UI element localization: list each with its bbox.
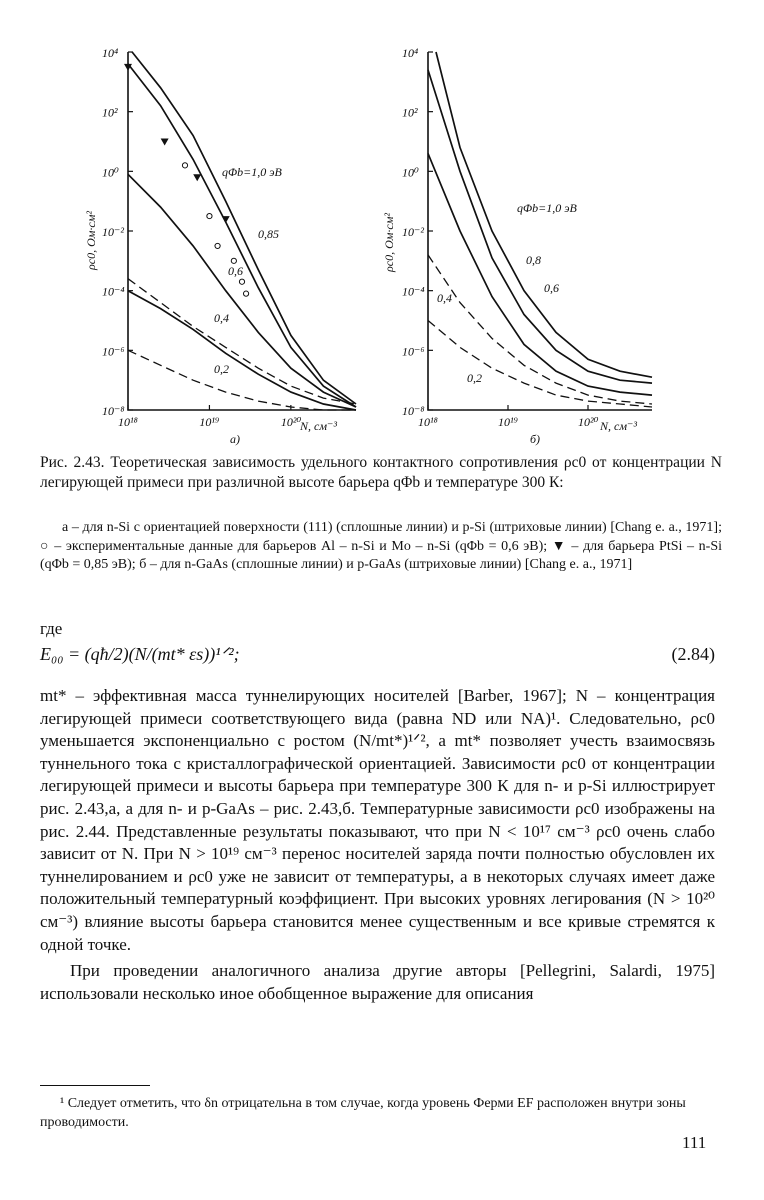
curve-0-6 <box>128 174 356 407</box>
curve-0-4 <box>128 291 356 410</box>
curve-0-6 <box>428 153 652 395</box>
panel-b-y-label: ρc0, Ом·см² <box>382 213 396 272</box>
paragraph-1: mt* – эффективная масса туннелирующих носителей [Barber, 1967]; N – концентрация легирующей примеси соответствующего вида (равна ND или NA)¹. Следовательно, ρc0 уменьшается экспоненциально с ростом (N/mt*)¹ᐟ², а mt* позволяет учесть взаимосвязь туннельного тока с кристаллографической ориентацией. Зависимости ρc0 от концентрации легирующей примеси и высоты барьера при температуре 300 К для n- и p-Si иллюстрирует рис. 2.43,а, а для n- и p-GaAs – рис. 2.43,б. Температурные зависимости ρc0 изображены на рис. 2.44. Представленные результаты показывают, что при N < 10¹⁷ см⁻³ ρc0 очень слабо зависит от N. При N > 10¹⁹ см⁻³ перенос носителей заряда почти полностью обусловлен их туннелированием и ρc0 уже не зависит от температуры, а в некоторых случаях имеет даже положительный температурный коэффициент. При высоких уровнях легирования (N > 10²⁰ см⁻³) влияние высоты барьера становится менее существенным и все кривые стремятся к одной точке. <box>40 686 715 954</box>
equation-number: (2.84) <box>671 644 715 664</box>
y-tick-label: 10⁻⁸ <box>402 404 425 418</box>
x-tick-label: 10²⁰ <box>280 415 302 429</box>
panel-a-label-0-2: 0,2 <box>214 362 229 376</box>
figure-2-43 <box>0 0 764 450</box>
circle-marker <box>243 291 248 296</box>
body-text <box>40 685 715 1005</box>
panel-a-curves <box>128 52 356 410</box>
equation-body: E₀₀ = (qħ/2)(N/(mt* εs))¹ᐟ²; <box>40 644 240 664</box>
y-tick-label: 10⁻⁶ <box>102 344 125 359</box>
figure-caption: Рис. 2.43. Теоретическая зависимость удельного контактного сопротивления ρc0 от концентрации N легирующей примеси при различной высоте барьера qΦb и температуре 300 К: <box>40 454 722 491</box>
panel-a-label-0-4: 0,4 <box>214 311 229 325</box>
x-tick-label: 10¹⁹ <box>498 415 518 429</box>
circle-marker <box>215 243 220 248</box>
x-tick-label: 10²⁰ <box>578 415 599 429</box>
paragraph-2: При проведении аналогичного анализа другие авторы [Pellegrini, Salardi, 1975] использовали несколько иное обобщенное выражение для описания <box>40 961 715 1003</box>
y-tick-label: 10⁻⁴ <box>402 284 425 299</box>
panel-a <box>84 46 356 446</box>
panel-b-label-0-2: 0,2 <box>467 371 482 385</box>
triangle-marker <box>222 216 230 223</box>
figure-legend: а – для n-Si с ориентацией поверхности (111) (сплошные линии) и p-Si (штриховые линии) [Chang e. a., 1971]; ○ – экспериментальные данные для барьеров Al – n-Si и Mo – n-Si (qΦb = 0,6 эВ); ▼ – для барьера PtSi – n-Si (qΦb = 0,85 эВ); б – для n-GaAs (сплошные линии) и p-GaAs (штриховые линии) [Chang e. a., 1971] <box>40 520 722 572</box>
panel-a-x-ticks <box>118 405 301 429</box>
y-tick-label: 10⁻⁸ <box>102 404 125 418</box>
panel-b-label: б) <box>530 432 541 446</box>
panel-a-label: а) <box>230 432 240 446</box>
circle-marker <box>231 258 236 263</box>
x-tick-label: 10¹⁹ <box>199 415 220 429</box>
panel-a-markers <box>124 64 249 296</box>
panel-b-label-0-8: 0,8 <box>526 253 541 267</box>
circle-marker <box>207 213 212 218</box>
panel-b-x-unit: N, см⁻³ <box>600 419 637 433</box>
triangle-marker <box>161 139 169 146</box>
y-tick-label: 10⁴ <box>402 46 419 60</box>
where-word: где <box>40 619 63 638</box>
y-tick-label: 10⁰ <box>102 165 119 180</box>
x-tick-label: 10¹⁸ <box>418 415 438 429</box>
y-tick-label: 10² <box>402 105 418 120</box>
panel-b-label-1-0: qΦb=1,0 эВ <box>517 201 577 215</box>
panel-b-x-ticks <box>418 405 599 429</box>
curve-0-4 <box>428 255 652 404</box>
panel-a-axes <box>128 52 356 410</box>
triangle-marker <box>193 174 201 181</box>
curve-1-0-эВ <box>132 52 356 404</box>
y-tick-label: 10² <box>102 105 118 120</box>
y-tick-label: 10⁻⁶ <box>402 344 425 359</box>
x-tick-label: 10¹⁸ <box>118 415 138 429</box>
footnote-rule <box>40 1085 150 1086</box>
footnote: ¹ Следует отметить, что δn отрицательна в том случае, когда уровень Ферми EF расположен внутри зоны проводимости. <box>40 1096 686 1130</box>
y-tick-label: 10⁻² <box>402 225 424 239</box>
panel-b-curves <box>428 52 652 407</box>
panel-a-y-label: ρc0, Ом·см² <box>84 211 98 270</box>
panel-a-label-0-6: 0,6 <box>228 264 243 278</box>
y-tick-label: 10⁴ <box>102 46 119 60</box>
panel-a-label-1-0: qΦb=1,0 эВ <box>222 165 282 179</box>
panel-b-label-0-6: 0,6 <box>544 281 559 295</box>
curve-0-2 <box>128 350 356 410</box>
y-tick-label: 10⁰ <box>402 165 419 180</box>
panel-b-axes <box>428 52 652 410</box>
y-tick-label: 10⁻² <box>102 225 124 239</box>
panel-b <box>382 46 652 446</box>
equation-2-84 <box>40 644 715 665</box>
y-tick-label: 10⁻⁴ <box>102 284 125 299</box>
panel-a-x-unit: N, см⁻³ <box>300 419 337 433</box>
circle-marker <box>239 279 244 284</box>
page-number: 111 <box>682 1133 707 1152</box>
circle-marker <box>182 163 187 168</box>
panel-a-label-0-85: 0,85 <box>258 227 279 241</box>
panel-b-label-0-4: 0,4 <box>437 291 452 305</box>
curve-0-8 <box>428 70 652 383</box>
